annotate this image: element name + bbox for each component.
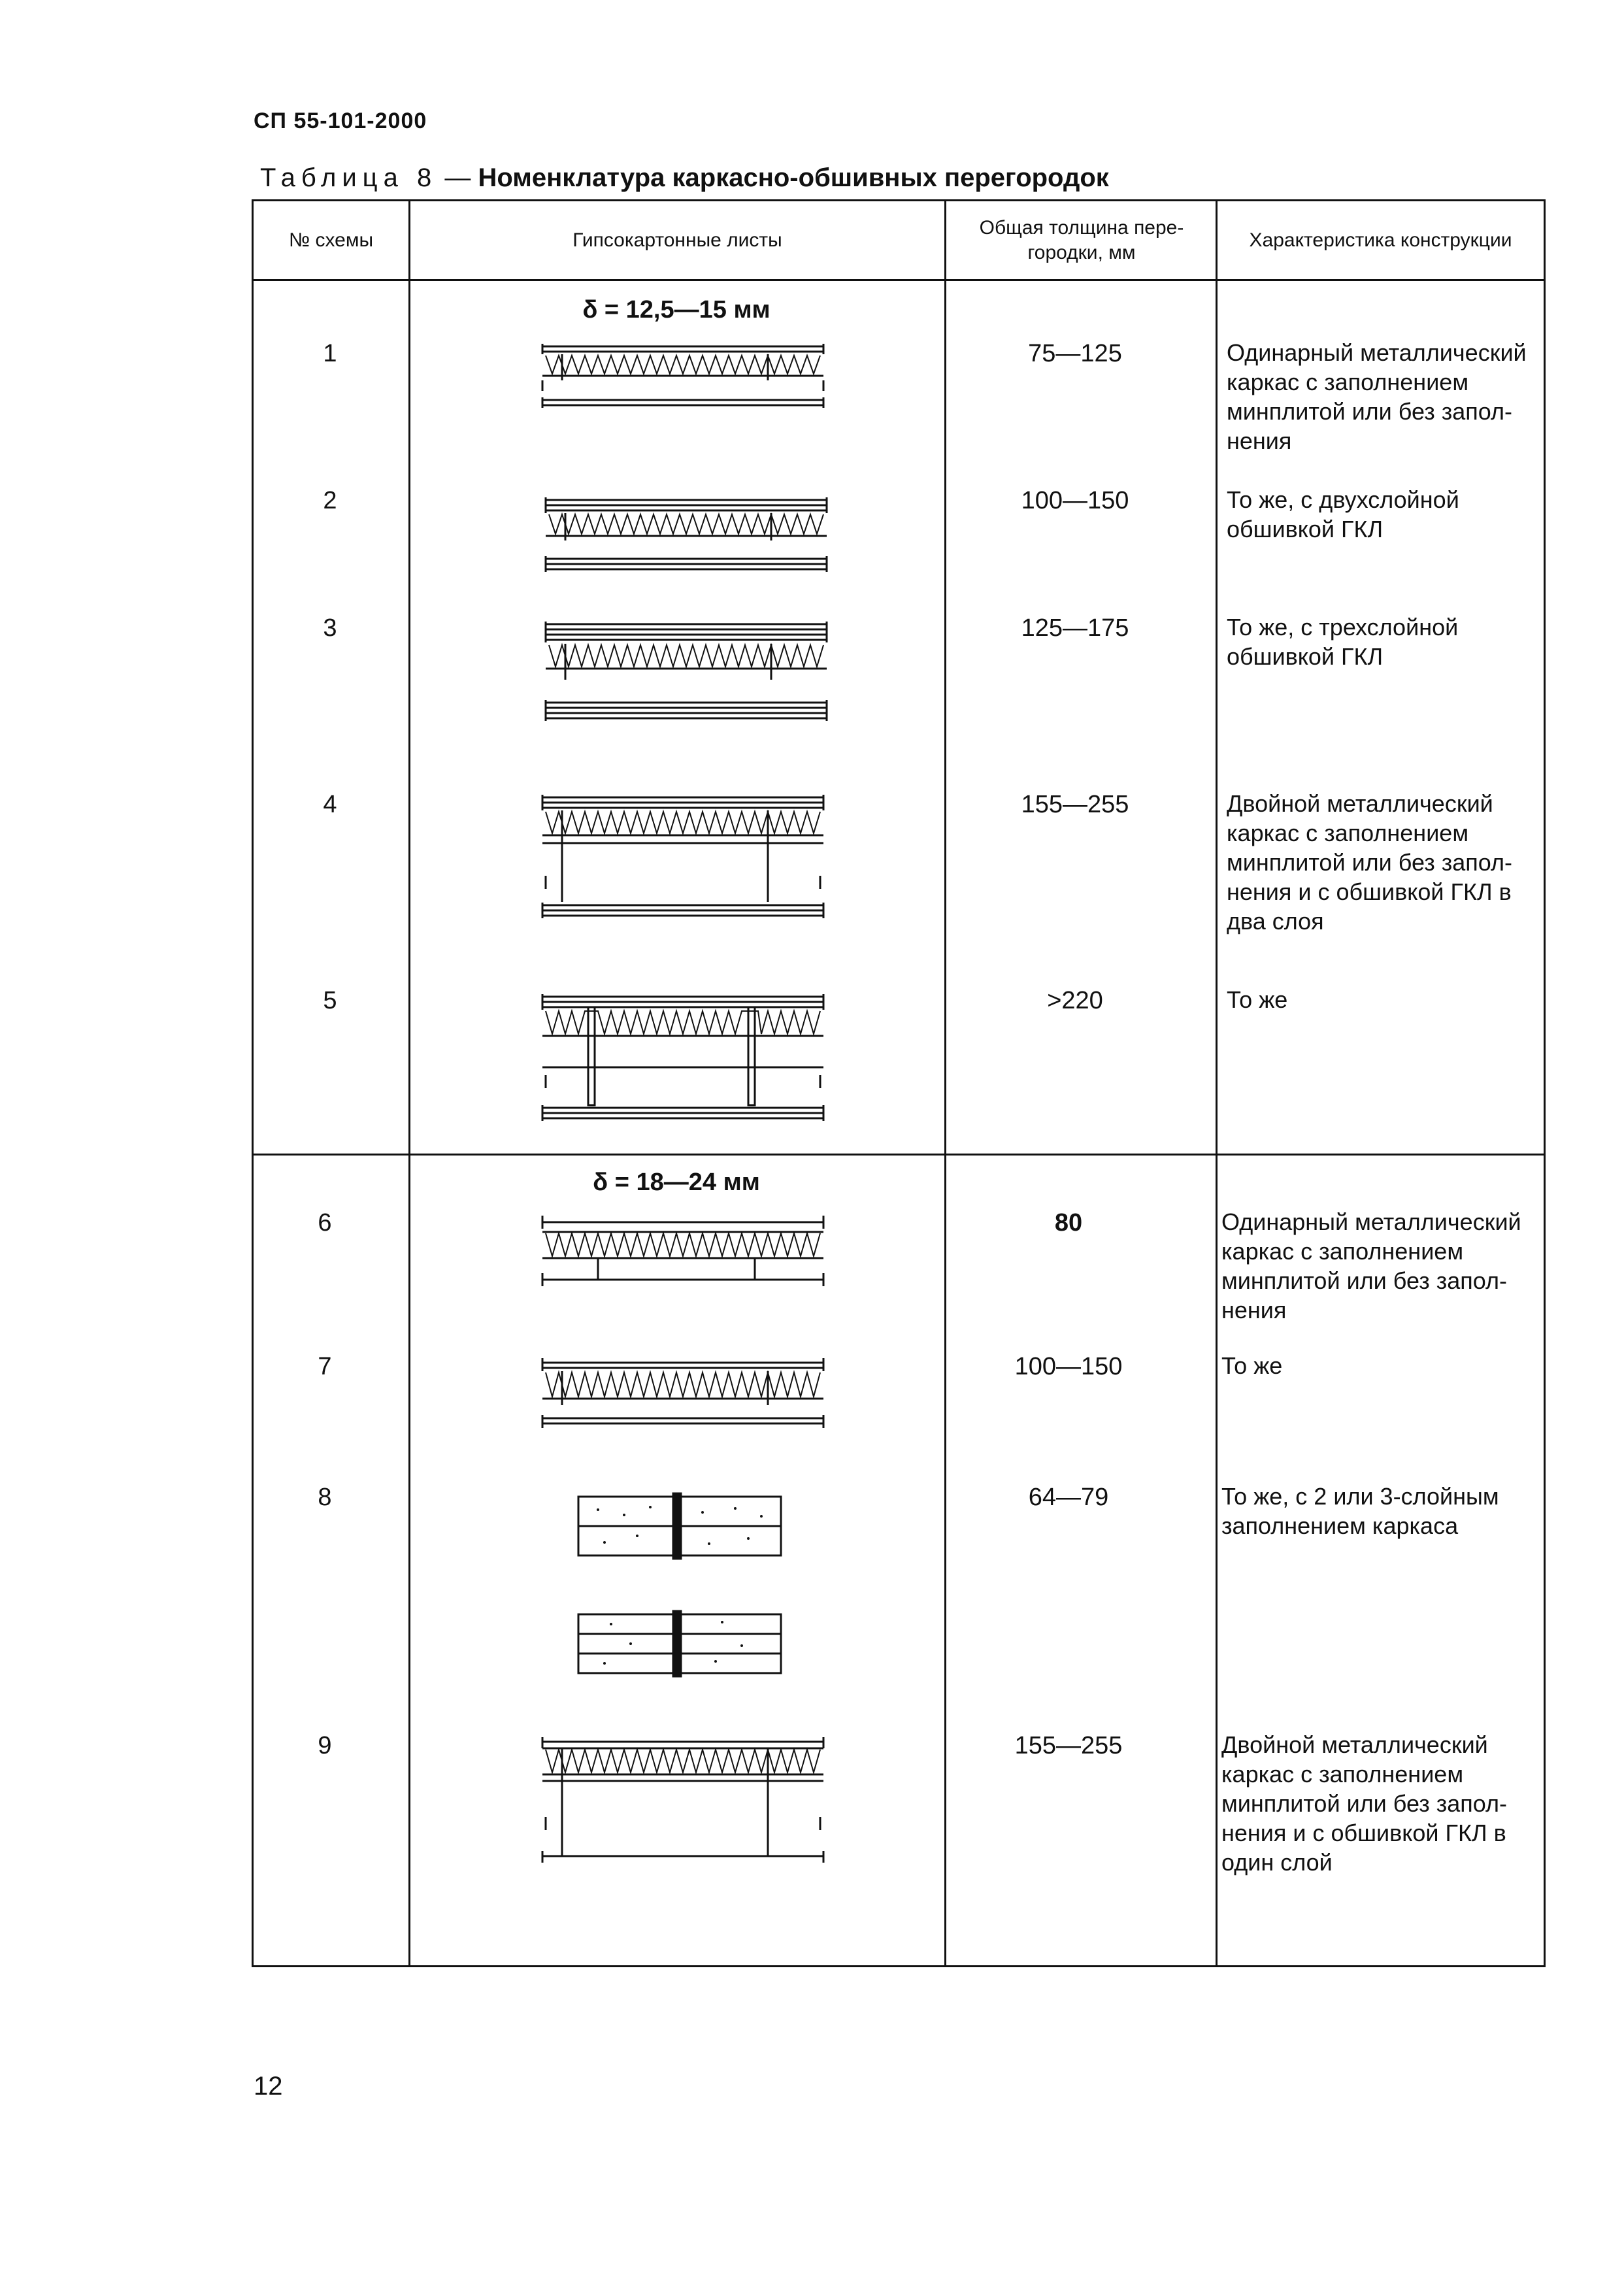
scheme-drawing-2 <box>542 493 830 578</box>
row-thickness: 64—79 <box>1028 1484 1109 1511</box>
row-thickness: 125—175 <box>1021 614 1129 642</box>
col-rule-3 <box>1216 199 1218 1967</box>
row-number: 8 <box>318 1484 332 1511</box>
scheme-drawing-3 <box>542 618 830 729</box>
group-delta-2: δ = 18—24 мм <box>593 1169 760 1196</box>
row-thickness: 155—255 <box>1021 791 1129 818</box>
scheme-drawing-4 <box>539 791 827 928</box>
header-gypsum-sheets: Гипсокартонные листы <box>572 229 782 251</box>
header-scheme-no: № схемы <box>288 229 374 251</box>
scheme-drawing-7 <box>539 1353 827 1444</box>
header-characteristic: Характеристика конструкции <box>1249 229 1512 251</box>
row-description: То же <box>1221 1352 1283 1379</box>
page-number: 12 <box>254 2072 283 2101</box>
table-right-rule <box>1544 199 1546 1967</box>
row-number: 6 <box>318 1209 332 1237</box>
row-thickness: 155—255 <box>1014 1732 1123 1759</box>
table-label: Таблица 8 <box>260 163 438 192</box>
row-thickness: 75—125 <box>1028 340 1122 367</box>
row-number: 3 <box>323 614 337 642</box>
row-number: 5 <box>323 987 337 1014</box>
table-left-rule <box>252 199 254 1967</box>
row-thickness: >220 <box>1047 987 1103 1014</box>
scheme-drawing-5 <box>539 990 827 1134</box>
table-header-rule <box>252 279 1546 281</box>
scheme-drawing-9 <box>539 1732 827 1876</box>
scheme-drawing-1 <box>539 340 827 412</box>
row-number: 9 <box>318 1732 332 1759</box>
document-code: СП 55-101-2000 <box>254 108 427 133</box>
row-thickness: 100—150 <box>1021 487 1129 514</box>
scheme-drawing-6 <box>539 1209 827 1294</box>
row-description: То же, с 2 или 3-слойным заполнением каркаса <box>1221 1483 1499 1539</box>
row-description: Двойной металлический каркас с заполнением минплитой или без запол- нения и с обшивкой ГКЛ в один слой <box>1221 1731 1507 1876</box>
partition-table <box>252 199 1546 1967</box>
row-description: То же <box>1227 986 1288 1013</box>
row-description: Одинарный металлический каркас с заполнением минплитой или без запол- нения <box>1227 339 1527 454</box>
row-number: 7 <box>318 1353 332 1380</box>
scheme-drawing-8 <box>572 1484 794 1699</box>
row-description: То же, с двухслойной обшивкой ГКЛ <box>1227 486 1459 542</box>
table-title: Номенклатура каркасно-обшивных перегородок <box>478 163 1109 192</box>
group-delta-1: δ = 12,5—15 мм <box>582 296 771 324</box>
table-bottom-rule <box>252 1965 1546 1967</box>
row-number: 1 <box>323 340 337 367</box>
row-description: Двойной металлический каркас с заполнением минплитой или без запол- нения и с обшивкой ГКЛ в два слоя <box>1227 790 1512 935</box>
table-group-rule <box>252 1154 1546 1155</box>
col-rule-2 <box>944 199 946 1967</box>
row-number: 2 <box>323 487 337 514</box>
header-total-thickness: Общая толщина пере-городки, мм <box>979 216 1184 263</box>
row-number: 4 <box>323 791 337 818</box>
row-thickness: 100—150 <box>1014 1353 1123 1380</box>
row-description: Одинарный металлический каркас с заполнением минплитой или без запол- нения <box>1221 1208 1521 1323</box>
table-dash: — <box>444 163 471 192</box>
row-description: То же, с трехслойной обшивкой ГКЛ <box>1227 614 1459 670</box>
row-thickness: 80 <box>1054 1209 1083 1237</box>
col-rule-1 <box>408 199 410 1967</box>
table-caption <box>260 163 1109 193</box>
